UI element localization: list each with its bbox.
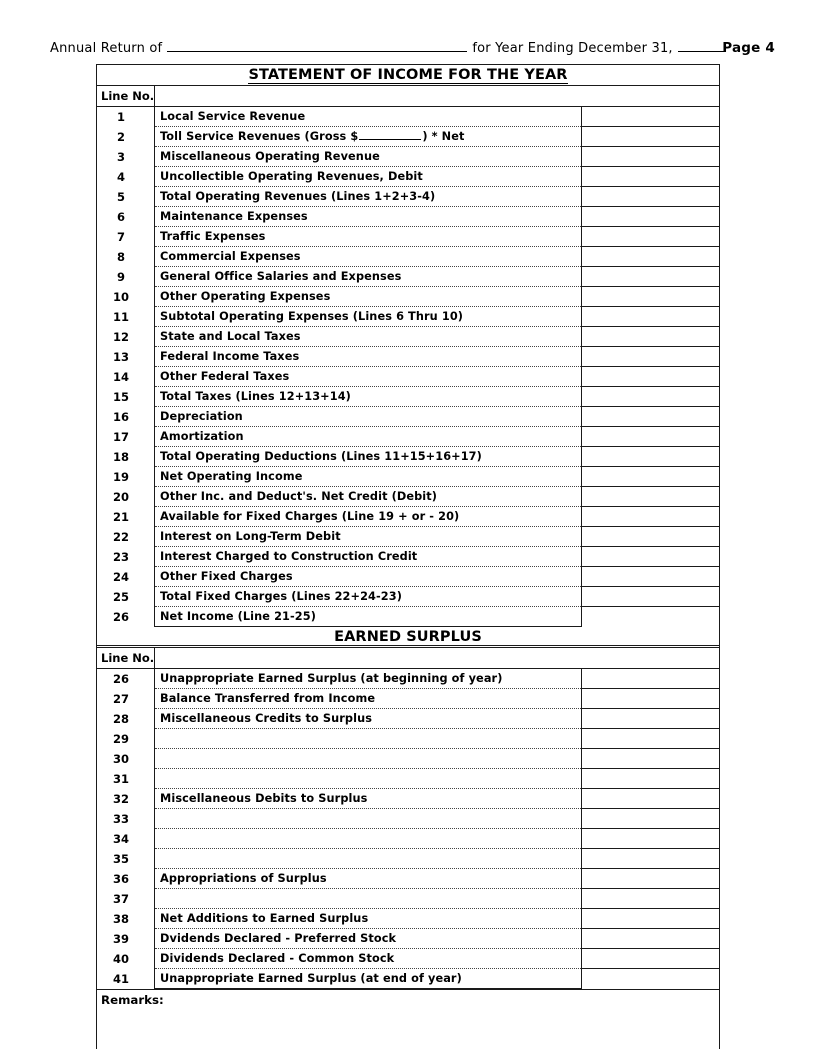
income-line-description: Local Service Revenue bbox=[155, 107, 581, 127]
income-line-description: Subtotal Operating Expenses (Lines 6 Thru 10) bbox=[155, 307, 581, 327]
gross-amount-blank[interactable] bbox=[359, 130, 421, 140]
income-line-description: Amortization bbox=[155, 427, 581, 447]
income-line-description: Miscellaneous Operating Revenue bbox=[155, 147, 581, 167]
income-line-description: Available for Fixed Charges (Line 19 + or - 20) bbox=[155, 507, 581, 527]
surplus-line-description: Appropriations of Surplus bbox=[155, 869, 581, 889]
surplus-line-description: Miscellaneous Credits to Surplus bbox=[155, 709, 581, 729]
table-row bbox=[97, 969, 719, 989]
income-amount-cell[interactable] bbox=[581, 387, 719, 407]
table-row bbox=[97, 187, 719, 207]
income-and-surplus-form bbox=[96, 64, 720, 1049]
income-line-number: 21 bbox=[97, 507, 155, 527]
income-amount-cell[interactable] bbox=[581, 567, 719, 587]
surplus-line-description bbox=[155, 729, 581, 749]
income-amount-cell[interactable] bbox=[581, 487, 719, 507]
income-line-description: Interest on Long-Term Debit bbox=[155, 527, 581, 547]
surplus-amount-cell[interactable] bbox=[581, 889, 719, 909]
surplus-line-description: Unappropriate Earned Surplus (at end of year) bbox=[155, 969, 581, 989]
net-suffix-label: ) * Net bbox=[422, 130, 465, 143]
income-line-number: 10 bbox=[97, 287, 155, 307]
table-row bbox=[97, 607, 719, 627]
table-row bbox=[97, 427, 719, 447]
income-section-title-text: STATEMENT OF INCOME FOR THE YEAR bbox=[248, 67, 568, 83]
surplus-amount-cell[interactable] bbox=[581, 849, 719, 869]
surplus-line-number: 41 bbox=[97, 969, 155, 989]
income-line-description: Net Income (Line 21-25) bbox=[155, 607, 581, 627]
table-row bbox=[97, 949, 719, 969]
income-line-description: Other Operating Expenses bbox=[155, 287, 581, 307]
surplus-line-description: Balance Transferred from Income bbox=[155, 689, 581, 709]
table-row bbox=[97, 567, 719, 587]
income-amount-cell[interactable] bbox=[581, 607, 719, 627]
income-line-description bbox=[155, 127, 581, 147]
income-amount-cell[interactable] bbox=[581, 367, 719, 387]
table-row bbox=[97, 407, 719, 427]
income-amount-cell[interactable] bbox=[581, 527, 719, 547]
surplus-amount-cell[interactable] bbox=[581, 789, 719, 809]
surplus-line-number: 40 bbox=[97, 949, 155, 969]
income-line-number: 17 bbox=[97, 427, 155, 447]
surplus-line-description bbox=[155, 769, 581, 789]
surplus-header-spacer bbox=[155, 648, 719, 668]
income-amount-cell[interactable] bbox=[581, 427, 719, 447]
income-amount-cell[interactable] bbox=[581, 247, 719, 267]
surplus-amount-cell[interactable] bbox=[581, 769, 719, 789]
table-row bbox=[97, 347, 719, 367]
income-line-description: Other Fixed Charges bbox=[155, 567, 581, 587]
income-line-description: Total Operating Revenues (Lines 1+2+3-4) bbox=[155, 187, 581, 207]
income-line-number: 14 bbox=[97, 367, 155, 387]
income-line-description: Federal Income Taxes bbox=[155, 347, 581, 367]
income-amount-cell[interactable] bbox=[581, 167, 719, 187]
table-row bbox=[97, 247, 719, 267]
table-row bbox=[97, 127, 719, 147]
income-line-number: 19 bbox=[97, 467, 155, 487]
income-line-description: Maintenance Expenses bbox=[155, 207, 581, 227]
income-line-number: 2 bbox=[97, 127, 155, 147]
table-row bbox=[97, 287, 719, 307]
income-line-description: Total Fixed Charges (Lines 22+24-23) bbox=[155, 587, 581, 607]
surplus-line-description: Dividends Declared - Common Stock bbox=[155, 949, 581, 969]
income-amount-cell[interactable] bbox=[581, 287, 719, 307]
income-line-number: 1 bbox=[97, 107, 155, 127]
company-name-blank[interactable] bbox=[167, 40, 467, 52]
table-row bbox=[97, 387, 719, 407]
surplus-line-description: Net Additions to Earned Surplus bbox=[155, 909, 581, 929]
table-row bbox=[97, 829, 719, 849]
table-row bbox=[97, 327, 719, 347]
surplus-amount-cell[interactable] bbox=[581, 689, 719, 709]
income-line-description: Uncollectible Operating Revenues, Debit bbox=[155, 167, 581, 187]
surplus-line-description bbox=[155, 889, 581, 909]
annual-return-label: Annual Return of bbox=[50, 41, 163, 56]
income-rows-container bbox=[97, 107, 719, 627]
table-row bbox=[97, 147, 719, 167]
remarks-label: Remarks: bbox=[101, 993, 164, 1007]
year-blank[interactable] bbox=[678, 40, 726, 52]
table-row bbox=[97, 227, 719, 247]
income-line-number: 22 bbox=[97, 527, 155, 547]
table-row bbox=[97, 507, 719, 527]
income-amount-cell[interactable] bbox=[581, 407, 719, 427]
table-row bbox=[97, 769, 719, 789]
income-line-number: 24 bbox=[97, 567, 155, 587]
income-line-no-header-row bbox=[97, 86, 719, 107]
table-row bbox=[97, 709, 719, 729]
remarks-section[interactable] bbox=[97, 989, 719, 1049]
income-line-number: 26 bbox=[97, 607, 155, 627]
surplus-line-number: 33 bbox=[97, 809, 155, 829]
income-line-number: 13 bbox=[97, 347, 155, 367]
surplus-line-number: 38 bbox=[97, 909, 155, 929]
income-line-number: 16 bbox=[97, 407, 155, 427]
income-line-number: 6 bbox=[97, 207, 155, 227]
income-line-description: Traffic Expenses bbox=[155, 227, 581, 247]
table-row bbox=[97, 909, 719, 929]
surplus-line-description: Unappropriate Earned Surplus (at beginning of year) bbox=[155, 669, 581, 689]
table-row bbox=[97, 487, 719, 507]
income-line-description: Other Federal Taxes bbox=[155, 367, 581, 387]
surplus-amount-cell[interactable] bbox=[581, 869, 719, 889]
income-line-number: 18 bbox=[97, 447, 155, 467]
income-amount-cell[interactable] bbox=[581, 327, 719, 347]
surplus-line-number: 27 bbox=[97, 689, 155, 709]
income-line-number: 15 bbox=[97, 387, 155, 407]
income-amount-cell[interactable] bbox=[581, 107, 719, 127]
surplus-amount-cell[interactable] bbox=[581, 709, 719, 729]
income-line-number: 11 bbox=[97, 307, 155, 327]
table-row bbox=[97, 789, 719, 809]
surplus-line-number: 39 bbox=[97, 929, 155, 949]
table-row bbox=[97, 307, 719, 327]
income-line-description: General Office Salaries and Expenses bbox=[155, 267, 581, 287]
surplus-line-number: 34 bbox=[97, 829, 155, 849]
table-row bbox=[97, 669, 719, 689]
table-row bbox=[97, 587, 719, 607]
income-line-description: Depreciation bbox=[155, 407, 581, 427]
table-row bbox=[97, 749, 719, 769]
income-line-description: Total Taxes (Lines 12+13+14) bbox=[155, 387, 581, 407]
table-row bbox=[97, 929, 719, 949]
income-amount-cell[interactable] bbox=[581, 147, 719, 167]
surplus-rows-container bbox=[97, 669, 719, 989]
surplus-amount-cell[interactable] bbox=[581, 669, 719, 689]
surplus-line-description bbox=[155, 829, 581, 849]
income-line-description: Other Inc. and Deduct's. Net Credit (Debit) bbox=[155, 487, 581, 507]
income-line-number: 7 bbox=[97, 227, 155, 247]
table-row bbox=[97, 689, 719, 709]
surplus-amount-cell[interactable] bbox=[581, 749, 719, 769]
income-amount-cell[interactable] bbox=[581, 347, 719, 367]
surplus-line-number: 29 bbox=[97, 729, 155, 749]
surplus-line-number: 35 bbox=[97, 849, 155, 869]
page-header bbox=[50, 40, 795, 62]
surplus-line-description bbox=[155, 849, 581, 869]
surplus-line-number: 31 bbox=[97, 769, 155, 789]
income-section-title bbox=[97, 65, 719, 86]
surplus-line-no-header: Line No. bbox=[97, 648, 155, 668]
year-ending-label: for Year Ending December 31, bbox=[472, 41, 673, 56]
income-amount-cell[interactable] bbox=[581, 307, 719, 327]
income-line-number: 12 bbox=[97, 327, 155, 347]
surplus-line-number: 32 bbox=[97, 789, 155, 809]
surplus-amount-cell[interactable] bbox=[581, 729, 719, 749]
income-line-number: 20 bbox=[97, 487, 155, 507]
income-line-description: State and Local Taxes bbox=[155, 327, 581, 347]
surplus-line-no-header-row bbox=[97, 648, 719, 669]
table-row bbox=[97, 207, 719, 227]
income-line-number: 25 bbox=[97, 587, 155, 607]
surplus-amount-cell[interactable] bbox=[581, 829, 719, 849]
income-amount-cell[interactable] bbox=[581, 467, 719, 487]
table-row bbox=[97, 447, 719, 467]
income-header-spacer bbox=[155, 86, 719, 106]
table-row bbox=[97, 367, 719, 387]
surplus-section-title-text: EARNED SURPLUS bbox=[334, 629, 482, 645]
income-line-description: Total Operating Deductions (Lines 11+15+16+17) bbox=[155, 447, 581, 467]
income-amount-cell[interactable] bbox=[581, 507, 719, 527]
gross-amount-label: Toll Service Revenues (Gross $ bbox=[160, 130, 359, 143]
table-row bbox=[97, 527, 719, 547]
surplus-line-number: 26 bbox=[97, 669, 155, 689]
income-amount-cell[interactable] bbox=[581, 587, 719, 607]
surplus-line-number: 36 bbox=[97, 869, 155, 889]
income-line-number: 3 bbox=[97, 147, 155, 167]
surplus-amount-cell[interactable] bbox=[581, 969, 719, 989]
income-line-number: 23 bbox=[97, 547, 155, 567]
table-row bbox=[97, 467, 719, 487]
surplus-line-description bbox=[155, 749, 581, 769]
surplus-line-description: Miscellaneous Debits to Surplus bbox=[155, 789, 581, 809]
surplus-line-number: 30 bbox=[97, 749, 155, 769]
table-row bbox=[97, 729, 719, 749]
surplus-amount-cell[interactable] bbox=[581, 909, 719, 929]
income-amount-cell[interactable] bbox=[581, 207, 719, 227]
income-line-description: Commercial Expenses bbox=[155, 247, 581, 267]
surplus-section-title bbox=[97, 627, 719, 648]
surplus-amount-cell[interactable] bbox=[581, 809, 719, 829]
table-row bbox=[97, 547, 719, 567]
income-amount-cell[interactable] bbox=[581, 267, 719, 287]
page-number: Page 4 bbox=[722, 40, 775, 56]
income-amount-cell[interactable] bbox=[581, 447, 719, 467]
table-row bbox=[97, 107, 719, 127]
surplus-amount-cell[interactable] bbox=[581, 949, 719, 969]
table-row bbox=[97, 167, 719, 187]
income-line-description: Net Operating Income bbox=[155, 467, 581, 487]
income-amount-cell[interactable] bbox=[581, 547, 719, 567]
income-amount-cell[interactable] bbox=[581, 227, 719, 247]
income-line-number: 4 bbox=[97, 167, 155, 187]
surplus-line-description bbox=[155, 809, 581, 829]
income-line-number: 8 bbox=[97, 247, 155, 267]
income-line-description: Interest Charged to Construction Credit bbox=[155, 547, 581, 567]
table-row bbox=[97, 267, 719, 287]
surplus-amount-cell[interactable] bbox=[581, 929, 719, 949]
table-row bbox=[97, 869, 719, 889]
surplus-line-number: 37 bbox=[97, 889, 155, 909]
income-amount-cell[interactable] bbox=[581, 127, 719, 147]
income-line-number: 5 bbox=[97, 187, 155, 207]
table-row bbox=[97, 809, 719, 829]
income-line-no-header: Line No. bbox=[97, 86, 155, 106]
table-row bbox=[97, 889, 719, 909]
surplus-line-number: 28 bbox=[97, 709, 155, 729]
table-row bbox=[97, 849, 719, 869]
income-amount-cell[interactable] bbox=[581, 187, 719, 207]
income-line-number: 9 bbox=[97, 267, 155, 287]
surplus-line-description: Dvidends Declared - Preferred Stock bbox=[155, 929, 581, 949]
